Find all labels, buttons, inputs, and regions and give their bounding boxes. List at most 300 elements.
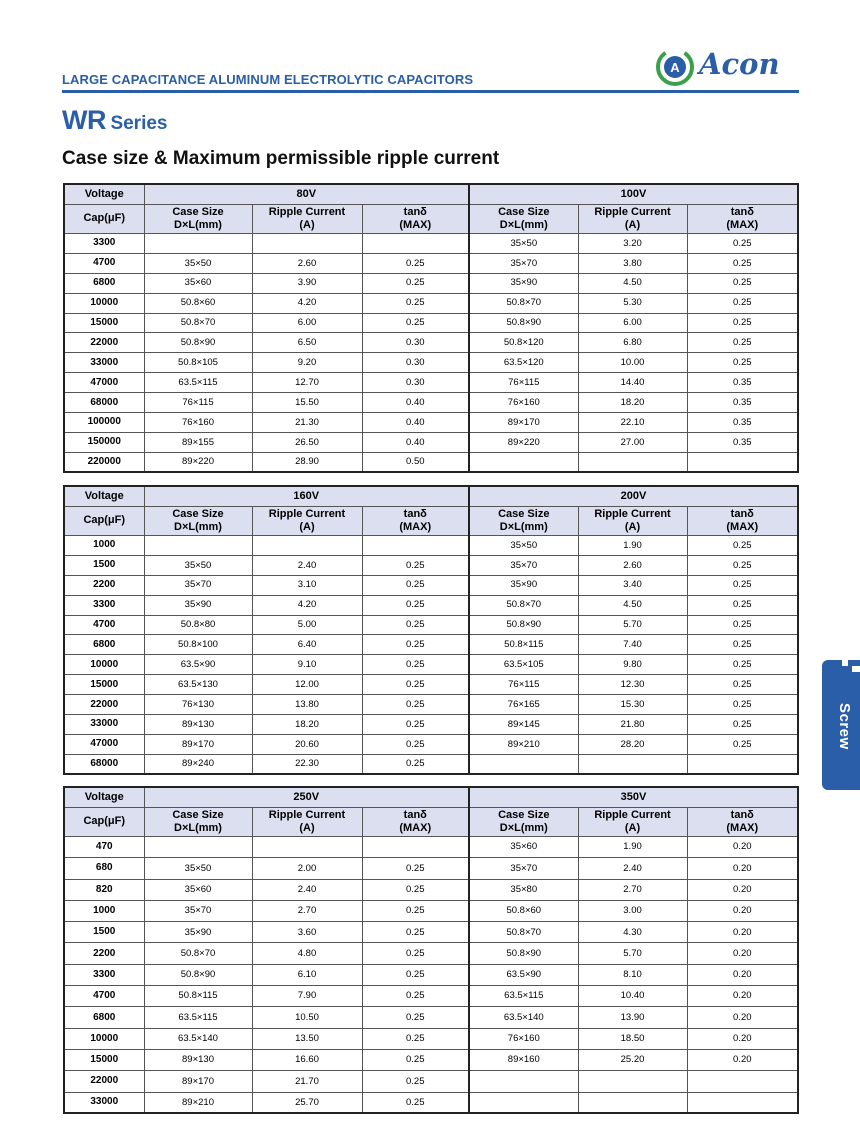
tan-delta: 0.25 <box>687 536 798 556</box>
ripple-current: 6.10 <box>252 964 362 985</box>
ripple-current: 2.70 <box>578 879 687 900</box>
table-row <box>64 1092 798 1113</box>
acon-logo <box>655 47 795 87</box>
ripple-current: 18.20 <box>252 715 362 735</box>
tan-delta: 0.25 <box>362 986 469 1007</box>
ripple-current: 7.40 <box>578 635 687 655</box>
table-row <box>64 734 798 754</box>
case-size: 50.8×90 <box>469 943 578 964</box>
cap-value: 33000 <box>64 1092 144 1113</box>
ripple-current: 22.10 <box>578 413 687 433</box>
table-row <box>64 986 798 1007</box>
tan-delta: 0.40 <box>362 432 469 452</box>
cap-value: 3300 <box>64 234 144 254</box>
ripple-current: 10.50 <box>252 1007 362 1028</box>
case-size: 35×90 <box>144 922 252 943</box>
ripple-current: 12.30 <box>578 675 687 695</box>
cap-value: 1000 <box>64 900 144 921</box>
ripple-current: 9.20 <box>252 353 362 373</box>
cap-value: 33000 <box>64 353 144 373</box>
cap-value: 220000 <box>64 452 144 472</box>
cap-value: 22000 <box>64 333 144 353</box>
ripple-current: 20.60 <box>252 734 362 754</box>
tan-delta: 0.25 <box>362 964 469 985</box>
case-size: 76×115 <box>469 675 578 695</box>
ripple-current: 3.80 <box>578 253 687 273</box>
section-title: Case size & Maximum permissible ripple current <box>62 148 500 169</box>
ripple-current: 4.80 <box>252 943 362 964</box>
ripple-current: 2.60 <box>578 555 687 575</box>
acon-logo-icon <box>655 47 695 87</box>
case-size: 63.5×90 <box>469 964 578 985</box>
case-size: 35×60 <box>144 879 252 900</box>
header-line: (MAX) <box>399 822 432 834</box>
ripple-current: 13.80 <box>252 695 362 715</box>
case-size: 35×90 <box>144 595 252 615</box>
table-row <box>64 333 798 353</box>
cap-value: 10000 <box>64 1028 144 1049</box>
column-header-row <box>64 507 798 536</box>
case-size: 89×210 <box>144 1092 252 1113</box>
header-line: tanδ <box>730 205 754 218</box>
voltage-header-row <box>64 184 798 205</box>
ripple-current <box>252 837 362 858</box>
tan-delta: 0.25 <box>362 575 469 595</box>
ripple-current: 13.90 <box>578 1007 687 1028</box>
header-line: Case Size <box>498 808 550 821</box>
header-line: D×L(mm) <box>174 822 222 834</box>
ripple-current: 2.40 <box>252 555 362 575</box>
table-row <box>64 1049 798 1070</box>
case-size: 50.8×90 <box>144 333 252 353</box>
tan-delta: 0.25 <box>362 313 469 333</box>
case-size: 76×160 <box>469 393 578 413</box>
case-size: 76×160 <box>469 1028 578 1049</box>
cap-value: 470 <box>64 837 144 858</box>
case-size: 89×170 <box>144 1071 252 1092</box>
case-size: 89×170 <box>144 734 252 754</box>
tan-delta: 0.25 <box>687 695 798 715</box>
header-line: (A) <box>299 822 315 834</box>
table-row <box>64 695 798 715</box>
table-row <box>64 293 798 313</box>
header-line: Ripple Current <box>268 205 346 218</box>
tan-delta: 0.25 <box>687 655 798 675</box>
case-size: 50.8×105 <box>144 353 252 373</box>
tan-delta <box>362 536 469 556</box>
ripple-current: 4.20 <box>252 293 362 313</box>
tan-delta: 0.35 <box>687 373 798 393</box>
header-divider <box>62 90 799 93</box>
tan-delta: 0.25 <box>362 615 469 635</box>
header-line: (MAX) <box>726 822 759 834</box>
case-size: 89×170 <box>469 413 578 433</box>
ripple-current: 1.90 <box>578 837 687 858</box>
case-size: 35×70 <box>469 253 578 273</box>
ripple-current <box>578 1092 687 1113</box>
cap-value: 4700 <box>64 986 144 1007</box>
ripple-current: 6.80 <box>578 333 687 353</box>
side-tab-decoration <box>842 660 848 666</box>
header-line: D×L(mm) <box>174 219 222 231</box>
cap-value: 15000 <box>64 1049 144 1070</box>
cap-value: 2200 <box>64 575 144 595</box>
tan-delta: 0.25 <box>362 595 469 615</box>
document-header-title: LARGE CAPACITANCE ALUMINUM ELECTROLYTIC CAPACITORS <box>62 72 474 87</box>
case-size: 76×115 <box>469 373 578 393</box>
cap-value: 1500 <box>64 555 144 575</box>
cap-value: 10000 <box>64 293 144 313</box>
table-row <box>64 964 798 985</box>
table-row <box>64 313 798 333</box>
tan-delta-header <box>687 507 798 536</box>
cap-value: 1500 <box>64 922 144 943</box>
ripple-current: 25.20 <box>578 1049 687 1070</box>
cap-value: 4700 <box>64 253 144 273</box>
tan-delta: 0.20 <box>687 1028 798 1049</box>
header-line: Case Size <box>498 507 550 520</box>
case-size <box>144 234 252 254</box>
case-size: 76×130 <box>144 695 252 715</box>
cap-value: 22000 <box>64 1071 144 1092</box>
case-size: 50.8×80 <box>144 615 252 635</box>
header-line: Ripple Current <box>594 205 671 218</box>
case-size: 35×60 <box>144 273 252 293</box>
tan-delta: 0.40 <box>362 393 469 413</box>
case-size <box>469 1071 578 1092</box>
tan-delta: 0.25 <box>362 754 469 774</box>
tan-delta <box>687 1092 798 1113</box>
ripple-current: 9.10 <box>252 655 362 675</box>
table-row <box>64 754 798 774</box>
tan-delta: 0.25 <box>687 234 798 254</box>
tan-delta: 0.30 <box>362 353 469 373</box>
voltage-label: Voltage <box>64 184 144 205</box>
case-size: 50.8×60 <box>144 293 252 313</box>
case-size: 63.5×105 <box>469 655 578 675</box>
cap-header: Cap(μF) <box>64 205 144 234</box>
ripple-current: 26.50 <box>252 432 362 452</box>
ripple-current: 21.70 <box>252 1071 362 1092</box>
tan-delta: 0.20 <box>687 1049 798 1070</box>
header-line: (MAX) <box>399 521 432 533</box>
ripple-current <box>578 754 687 774</box>
tan-delta: 0.35 <box>687 393 798 413</box>
ripple-current: 2.40 <box>252 879 362 900</box>
tan-delta: 0.25 <box>362 253 469 273</box>
tan-delta: 0.25 <box>687 313 798 333</box>
tan-delta: 0.25 <box>362 273 469 293</box>
table-row <box>64 615 798 635</box>
case-size: 89×210 <box>469 734 578 754</box>
cap-value: 47000 <box>64 734 144 754</box>
tan-delta: 0.25 <box>362 879 469 900</box>
table-row <box>64 922 798 943</box>
header-line: tanδ <box>730 507 754 520</box>
case-size: 89×145 <box>469 715 578 735</box>
ripple-current: 12.00 <box>252 675 362 695</box>
tan-delta: 0.25 <box>687 595 798 615</box>
cap-value: 47000 <box>64 373 144 393</box>
header-line: Case Size <box>498 205 550 218</box>
table-row <box>64 452 798 472</box>
case-size: 89×220 <box>469 432 578 452</box>
tan-delta: 0.25 <box>362 943 469 964</box>
header-line: (A) <box>624 219 641 231</box>
tan-delta: 0.25 <box>687 253 798 273</box>
side-tab-label: Screw <box>836 702 853 750</box>
voltage-group-header: 200V <box>469 486 798 507</box>
voltage-header-row <box>64 486 798 507</box>
case-size-header <box>144 507 252 536</box>
header-line: D×L(mm) <box>174 521 222 533</box>
header-line: Ripple Current <box>268 507 346 520</box>
ripple-table <box>63 786 799 1114</box>
voltage-label: Voltage <box>64 787 144 808</box>
cap-value: 820 <box>64 879 144 900</box>
tan-delta-header <box>362 808 469 837</box>
case-size: 89×130 <box>144 1049 252 1070</box>
tan-delta: 0.25 <box>362 1071 469 1092</box>
ripple-current <box>252 536 362 556</box>
header-line: Ripple Current <box>594 507 671 520</box>
tan-delta: 0.25 <box>687 333 798 353</box>
tan-delta: 0.25 <box>362 1007 469 1028</box>
case-size: 35×50 <box>144 555 252 575</box>
tan-delta <box>362 234 469 254</box>
ripple-current: 6.00 <box>252 313 362 333</box>
voltage-group-header: 160V <box>144 486 469 507</box>
ripple-current: 15.30 <box>578 695 687 715</box>
tan-delta: 0.25 <box>362 922 469 943</box>
ripple-current: 9.80 <box>578 655 687 675</box>
tan-delta: 0.20 <box>687 943 798 964</box>
tan-delta <box>362 837 469 858</box>
case-size: 50.8×115 <box>469 635 578 655</box>
tan-delta: 0.25 <box>687 293 798 313</box>
ripple-current: 2.00 <box>252 858 362 879</box>
table-row <box>64 858 798 879</box>
ripple-current: 12.70 <box>252 373 362 393</box>
table-row <box>64 837 798 858</box>
ripple-table <box>63 485 799 775</box>
case-size: 35×80 <box>469 879 578 900</box>
voltage-group-header: 350V <box>469 787 798 808</box>
ripple-current: 3.40 <box>578 575 687 595</box>
table-row <box>64 273 798 293</box>
table-row <box>64 234 798 254</box>
table-row <box>64 655 798 675</box>
ripple-current: 28.90 <box>252 452 362 472</box>
ripple-current: 2.70 <box>252 900 362 921</box>
header-line: D×L(mm) <box>499 219 548 231</box>
ripple-current: 5.30 <box>578 293 687 313</box>
ripple-current-header <box>578 507 687 536</box>
tan-delta: 0.35 <box>687 413 798 433</box>
case-size-header <box>469 507 578 536</box>
ripple-current: 25.70 <box>252 1092 362 1113</box>
table-row <box>64 879 798 900</box>
tan-delta: 0.20 <box>687 986 798 1007</box>
ripple-current: 2.40 <box>578 858 687 879</box>
header-line: (A) <box>299 219 315 231</box>
tan-delta: 0.25 <box>362 858 469 879</box>
ripple-current-header <box>252 507 362 536</box>
case-size: 35×70 <box>469 858 578 879</box>
cap-value: 680 <box>64 858 144 879</box>
case-size: 50.8×100 <box>144 635 252 655</box>
case-size: 50.8×90 <box>469 313 578 333</box>
header-line: tanδ <box>403 507 427 520</box>
ripple-table <box>63 183 799 473</box>
cap-value: 33000 <box>64 715 144 735</box>
case-size: 35×50 <box>144 253 252 273</box>
series-title <box>62 105 167 136</box>
case-size: 63.5×140 <box>469 1007 578 1028</box>
cap-value: 100000 <box>64 413 144 433</box>
case-size: 50.8×70 <box>144 943 252 964</box>
ripple-current: 6.00 <box>578 313 687 333</box>
table-row <box>64 1071 798 1092</box>
table-row <box>64 1007 798 1028</box>
ripple-current: 21.30 <box>252 413 362 433</box>
case-size: 35×70 <box>469 555 578 575</box>
tan-delta: 0.25 <box>362 635 469 655</box>
table-row <box>64 536 798 556</box>
ripple-current-header <box>578 808 687 837</box>
cap-value: 15000 <box>64 675 144 695</box>
cap-value: 2200 <box>64 943 144 964</box>
case-size: 76×165 <box>469 695 578 715</box>
case-size <box>469 754 578 774</box>
table-row <box>64 595 798 615</box>
table-row <box>64 635 798 655</box>
tan-delta-header <box>362 507 469 536</box>
ripple-current: 3.10 <box>252 575 362 595</box>
case-size: 35×50 <box>144 858 252 879</box>
cap-value: 10000 <box>64 655 144 675</box>
ripple-current: 18.50 <box>578 1028 687 1049</box>
case-size: 50.8×115 <box>144 986 252 1007</box>
tan-delta: 0.20 <box>687 879 798 900</box>
case-size: 89×160 <box>469 1049 578 1070</box>
table-row <box>64 555 798 575</box>
column-header-row <box>64 808 798 837</box>
case-size: 50.8×70 <box>144 313 252 333</box>
column-header-row <box>64 205 798 234</box>
cap-value: 3300 <box>64 595 144 615</box>
tan-delta: 0.20 <box>687 1007 798 1028</box>
ripple-current: 4.50 <box>578 273 687 293</box>
case-size: 76×160 <box>144 413 252 433</box>
case-size: 35×50 <box>469 536 578 556</box>
tan-delta: 0.20 <box>687 922 798 943</box>
case-size: 63.5×140 <box>144 1028 252 1049</box>
header-line: (MAX) <box>726 521 759 533</box>
ripple-current: 22.30 <box>252 754 362 774</box>
case-size-header <box>144 205 252 234</box>
ripple-current: 14.40 <box>578 373 687 393</box>
cap-value: 6800 <box>64 635 144 655</box>
cap-value: 22000 <box>64 695 144 715</box>
tan-delta-header <box>687 205 798 234</box>
case-size: 50.8×90 <box>144 964 252 985</box>
table-row <box>64 393 798 413</box>
voltage-header-row <box>64 787 798 808</box>
ripple-current: 4.30 <box>578 922 687 943</box>
tan-delta: 0.25 <box>687 715 798 735</box>
cap-value: 6800 <box>64 273 144 293</box>
tan-delta: 0.25 <box>362 695 469 715</box>
ripple-current-header <box>252 808 362 837</box>
header-line: (MAX) <box>399 219 432 231</box>
case-size: 50.8×120 <box>469 333 578 353</box>
tan-delta: 0.50 <box>362 452 469 472</box>
ripple-current: 3.90 <box>252 273 362 293</box>
tan-delta: 0.20 <box>687 964 798 985</box>
tan-delta: 0.25 <box>362 1028 469 1049</box>
cap-value: 6800 <box>64 1007 144 1028</box>
header-line: D×L(mm) <box>499 521 548 533</box>
header-line: Case Size <box>172 507 224 520</box>
tan-delta: 0.25 <box>687 273 798 293</box>
ripple-current: 5.00 <box>252 615 362 635</box>
cap-header: Cap(μF) <box>64 507 144 536</box>
case-size: 35×90 <box>469 273 578 293</box>
tan-delta: 0.25 <box>362 655 469 675</box>
tan-delta: 0.25 <box>687 635 798 655</box>
tan-delta-header <box>687 808 798 837</box>
table-row <box>64 353 798 373</box>
header-line: (A) <box>624 521 641 533</box>
tan-delta: 0.25 <box>362 900 469 921</box>
header-line: (MAX) <box>726 219 759 231</box>
table-row <box>64 413 798 433</box>
cap-value: 68000 <box>64 393 144 413</box>
case-size: 89×240 <box>144 754 252 774</box>
ripple-current: 15.50 <box>252 393 362 413</box>
cap-value: 1000 <box>64 536 144 556</box>
ripple-current: 7.90 <box>252 986 362 1007</box>
tan-delta <box>687 452 798 472</box>
header-line: (A) <box>299 521 315 533</box>
case-size <box>144 536 252 556</box>
case-size: 50.8×70 <box>469 595 578 615</box>
ripple-current <box>578 1071 687 1092</box>
header-line: Case Size <box>172 205 224 218</box>
header-line: Ripple Current <box>268 808 346 821</box>
tan-delta: 0.25 <box>362 1049 469 1070</box>
case-size: 35×90 <box>469 575 578 595</box>
case-size: 35×70 <box>144 900 252 921</box>
ripple-current: 3.20 <box>578 234 687 254</box>
table-row <box>64 1028 798 1049</box>
header-line: Case Size <box>172 808 224 821</box>
ripple-current: 28.20 <box>578 734 687 754</box>
tan-delta <box>687 754 798 774</box>
ripple-current: 5.70 <box>578 943 687 964</box>
tan-delta: 0.40 <box>362 413 469 433</box>
table-row <box>64 900 798 921</box>
ripple-current <box>578 452 687 472</box>
table-row <box>64 432 798 452</box>
ripple-current: 10.40 <box>578 986 687 1007</box>
ripple-current: 4.50 <box>578 595 687 615</box>
ripple-current-header <box>578 205 687 234</box>
case-size-header <box>144 808 252 837</box>
ripple-current: 27.00 <box>578 432 687 452</box>
table-row <box>64 675 798 695</box>
